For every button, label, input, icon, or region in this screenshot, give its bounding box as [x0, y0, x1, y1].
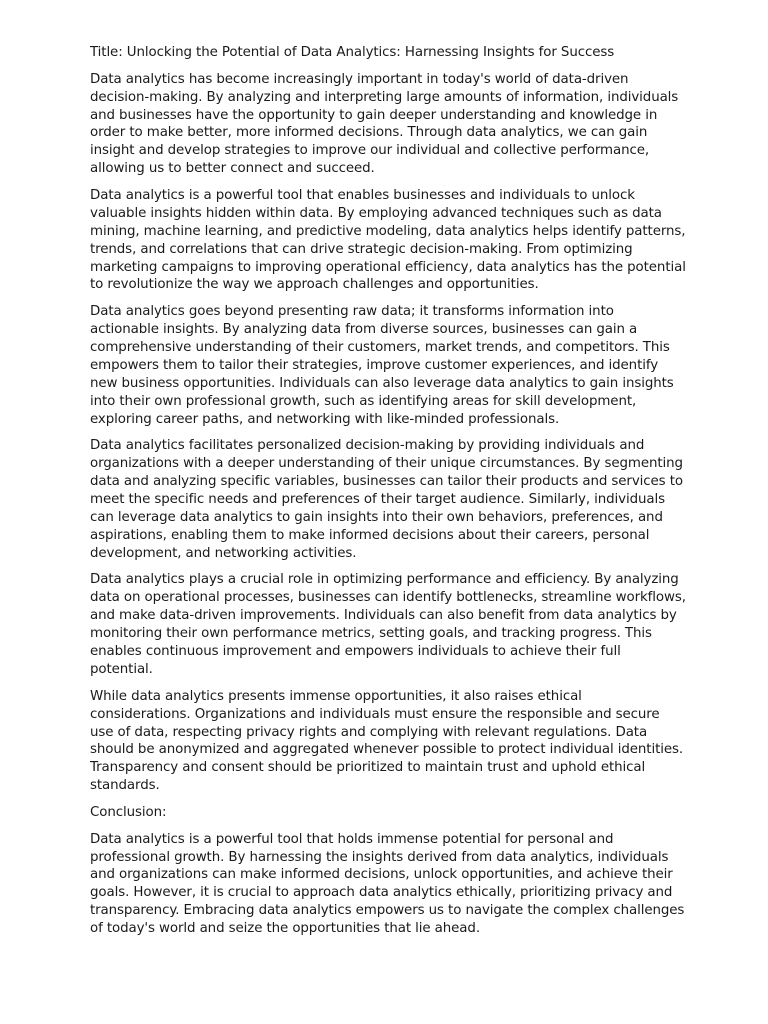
- paragraph-performance: Data analytics plays a crucial role in optimizing performance and efficiency. By analyzing data on operational processes, businesses can identify bottlenecks, streamline workflows, and make data-driven improvements. Individuals can also benefit from data analytics by monitoring their own performance metrics, setting goals, and tracking progress. This enables continuous improvement and empowers individuals to achieve their full potential.: [90, 572, 686, 677]
- paragraph-beyond-raw-data: Data analytics goes beyond presenting raw data; it transforms information into actionable insights. By analyzing data from diverse sources, businesses can gain a comprehensive understanding of their customers, market trends, and competitors. This empowers them to tailor their strategies, improve customer experiences, and identify new business opportunities. Individuals can also leverage data analytics to gain insights into their own professional growth, such as identifying areas for skill development, exploring career paths, and networking with like-minded professionals.: [90, 304, 674, 427]
- document-page: [90, 44, 686, 947]
- conclusion-heading: Conclusion:: [90, 804, 167, 820]
- document-title: Title: Unlocking the Potential of Data Analytics: Harnessing Insights for Success: [90, 45, 615, 60]
- paragraph-intro: Data analytics has become increasingly important in today's world of data-driven decision-making. By analyzing and interpreting large amounts of information, individuals and businesses have the opportunity to gain deeper understanding and knowledge in order to make better, more informed decisions. Through data analytics, we can gain insight and develop strategies to improve our individual and collective performance, allowing us to better connect and succeed.: [90, 71, 679, 177]
- conclusion-paragraph: Data analytics is a powerful tool that holds immense potential for personal and professional growth. By harnessing the insights derived from data analytics, individuals and organizations can make informed decisions, unlock opportunities, and achieve their goals. However, it is crucial to approach data analytics ethically, prioritizing privacy and transparency. Embracing data analytics empowers us to navigate the complex challenges of today's world and seize the opportunities that lie ahead.: [90, 831, 685, 937]
- paragraph-personalized-decisions: Data analytics facilitates personalized decision-making by providing individuals and organizations with a deeper understanding of their unique circumstances. By segmenting data and analyzing specific variables, businesses can tailor their products and services to meet the specific needs and preferences of their target audience. Similarly, individuals can leverage data analytics to gain insights into their own behaviors, preferences, and aspirations, enabling them to make informed decisions about their careers, personal development, and networking activities.: [90, 438, 683, 561]
- paragraph-ethics: While data analytics presents immense opportunities, it also raises ethical considerations. Organizations and individuals must ensure the responsible and secure use of data, respecting privacy rights and complying with relevant regulations. Data should be anonymized and aggregated whenever possible to protect individual identities. Transparency and consent should be prioritized to maintain trust and uphold ethical standards.: [90, 688, 684, 794]
- paragraph-powerful-tool: Data analytics is a powerful tool that enables businesses and individuals to unlock valuable insights hidden within data. By employing advanced techniques such as data mining, machine learning, and predictive modeling, data analytics helps identify patterns, trends, and correlations that can drive strategic decision-making. From optimizing marketing campaigns to improving operational efficiency, data analytics has the potential to revolutionize the way we approach challenges and opportunities.: [90, 187, 686, 293]
